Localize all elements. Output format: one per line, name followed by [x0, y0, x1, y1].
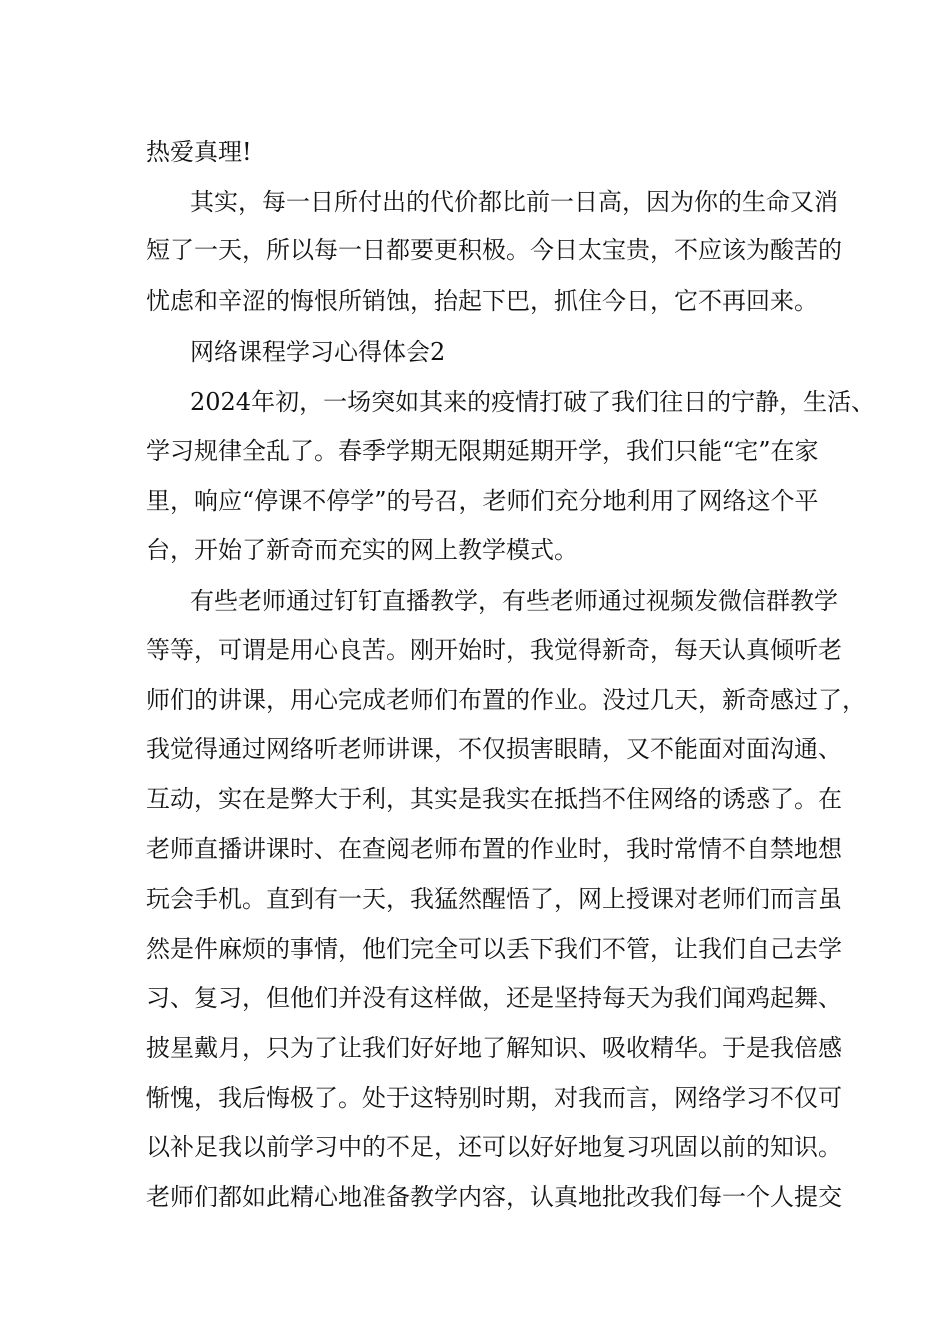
text-line: 等等，可谓是用心良苦。刚开始时，我觉得新奇，每天认真倾听老 — [146, 636, 842, 664]
text-line: 以补足我以前学习中的不足，还可以好好地复习巩固以前的知识。 — [146, 1133, 842, 1161]
text-line: 忧虑和辛涩的悔恨所销蚀，抬起下巴，抓住今日，它不再回来。 — [146, 287, 818, 315]
text-line: 然是件麻烦的事情，他们完全可以丢下我们不管，让我们自己去学 — [146, 935, 842, 963]
text-line: 其实，每一日所付出的代价都比前一日高，因为你的生命又消 — [190, 188, 838, 216]
text-line: 习、复习，但他们并没有这样做，还是坚持每天为我们闻鸡起舞、 — [146, 984, 842, 1012]
text-line: 师们的讲课，用心完成老师们布置的作业。没过几天，新奇感过了， — [146, 686, 866, 714]
text-line: 玩会手机。直到有一天，我猛然醒悟了，网上授课对老师们而言虽 — [146, 885, 842, 913]
text-line: 里，响应“停课不停学”的号召，老师们充分地利用了网络这个平 — [146, 487, 819, 515]
text-line: 披星戴月，只为了让我们好好地了解知识、吸收精华。于是我倍感 — [146, 1034, 842, 1062]
text-line: 惭愧，我后悔极了。处于这特别时期，对我而言，网络学习不仅可 — [146, 1084, 842, 1112]
text-line: 2024年初，一场突如其来的疫情打破了我们往日的宁静，生活、 — [190, 388, 876, 416]
text-line: 老师直播讲课时、在查阅老师布置的作业时，我时常情不自禁地想 — [146, 835, 842, 863]
text-line: 短了一天，所以每一日都要更积极。今日太宝贵，不应该为酸苦的 — [146, 236, 842, 264]
text-line: 互动，实在是弊大于利，其实是我实在抵挡不住网络的诱惑了。在 — [146, 785, 842, 813]
text-line: 有些老师通过钉钉直播教学，有些老师通过视频发微信群教学 — [190, 587, 838, 615]
text-line: 学习规律全乱了。春季学期无限期延期开学，我们只能“宅”在家 — [146, 437, 819, 465]
text-line: 台，开始了新奇而充实的网上教学模式。 — [146, 536, 578, 564]
text-line: 我觉得通过网络听老师讲课，不仅损害眼睛，又不能面对面沟通、 — [146, 735, 842, 763]
text-line: 热爱真理! — [146, 138, 252, 166]
text-line: 老师们都如此精心地准备教学内容，认真地批改我们每一个人提交 — [146, 1183, 842, 1211]
section-heading: 网络课程学习心得体会2 — [190, 338, 446, 366]
